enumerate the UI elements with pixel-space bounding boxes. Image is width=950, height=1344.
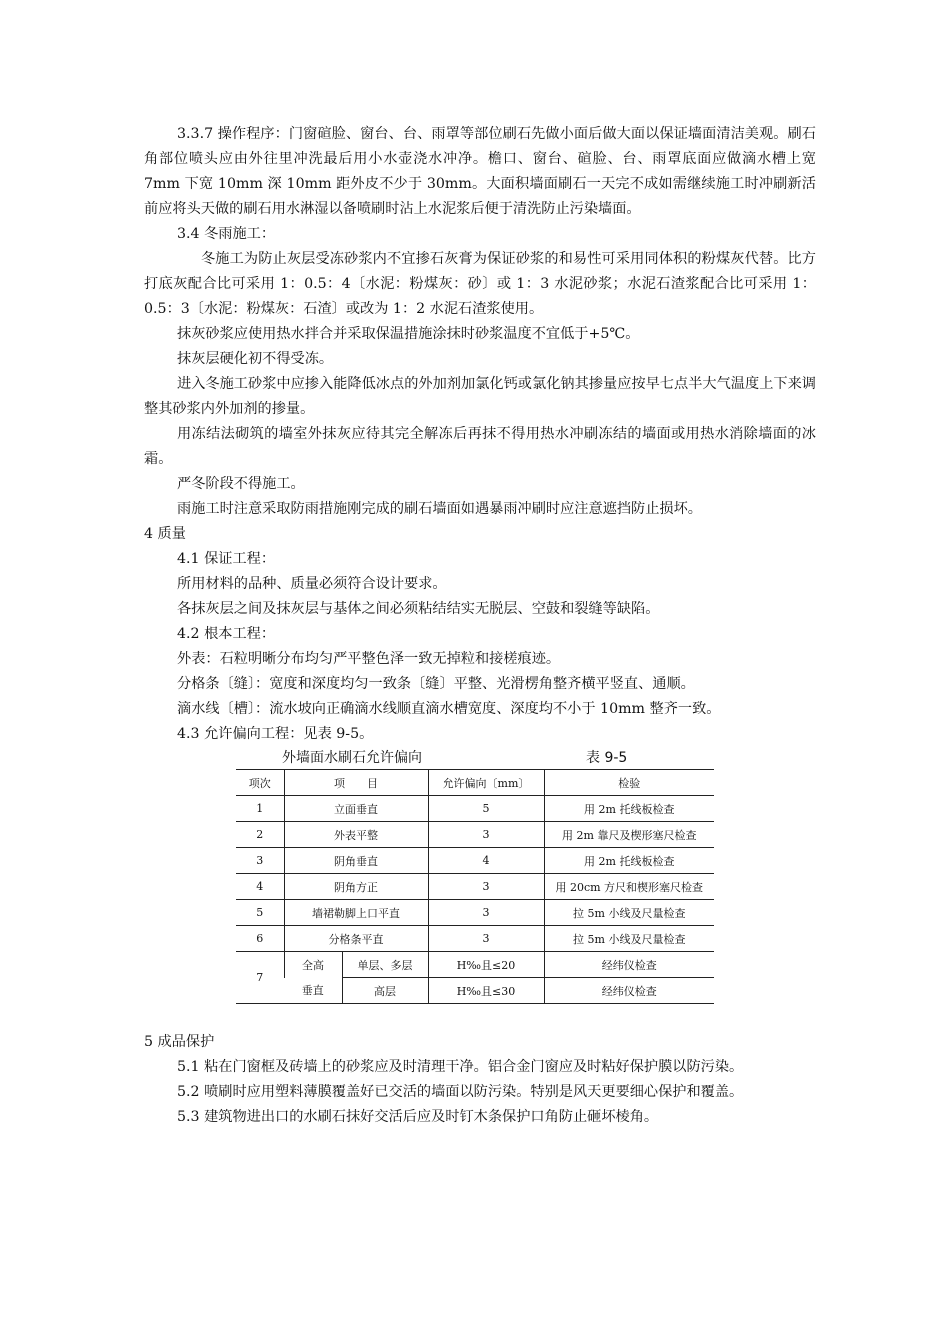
cell-item: 阴角垂直 [284, 848, 428, 874]
paragraph: 外表：石粒明晰分布均匀严平整色泽一致无掉粒和接槎痕迹。 [177, 651, 561, 667]
paragraph: 4.3 允许偏向工程：见表 9-5。 [177, 726, 374, 742]
cell-sub: 单层、多层 [342, 952, 428, 978]
section-heading: 5 成品保护 [144, 1034, 215, 1050]
paragraph: 3.3.7 操作程序：门窗碹脸、窗台、台、雨罩等部位刷石先做小面后做大面以保证墙面清洁美观。刷石角部位喷头应由外往里冲洗最后用小水壶浇水冲净。檐口、窗台、碹脸、台、雨罩底面应做滴水槽上宽 7mm 下宽 10mm 深 10mm 距外皮不少于 30mm。大面积墙面刷石一天完不成如需继续施工时冲刷新活前应将头天做的刷石用水淋湿以备喷刷时沾上水泥浆后便于清洗防止污染墙面。 [144, 126, 816, 217]
table-caption [144, 747, 816, 769]
table-row [236, 952, 714, 978]
table-row [236, 978, 714, 1004]
cell-no: 7 [236, 952, 284, 1004]
cell-item: 外表平整 [284, 822, 428, 848]
cell-check: 经纬仪检查 [544, 978, 714, 1004]
header-deviation: 允许偏向〔mm〕 [428, 770, 544, 796]
table-row [236, 900, 714, 926]
section-heading: 4 质量 [144, 526, 186, 542]
paragraph: 5.1 粘在门窗框及砖墙上的砂浆应及时清理干净。铝合金门窗应及时粘好保护膜以防污染。 [177, 1059, 744, 1075]
header-no: 项次 [236, 770, 284, 796]
paragraph: 4.1 保证工程： [177, 551, 276, 567]
table-row [236, 848, 714, 874]
cell-label-top: 全高 [284, 952, 342, 978]
cell-value: H‰且≤20 [428, 952, 544, 978]
cell-check: 经纬仪检查 [544, 952, 714, 978]
cell-check: 用 2m 托线板检查 [544, 796, 714, 822]
paragraph: 用冻结法砌筑的墙室外抹灰应待其完全解冻后再抹不得用热水冲刷冻结的墙面或用热水消除墙面的冰霜。 [144, 426, 816, 467]
cell-no: 5 [236, 900, 284, 926]
paragraph: 分格条〔缝〕：宽度和深度均匀一致条〔缝〕平整、光滑楞角整齐横平竖直、通顺。 [177, 676, 695, 692]
cell-sub: 高层 [342, 978, 428, 1004]
paragraph: 雨施工时注意采取防雨措施刚完成的刷石墙面如遇暴雨冲刷时应注意遮挡防止损坏。 [177, 501, 702, 517]
cell-check: 拉 5m 小线及尺量检查 [544, 926, 714, 952]
cell-value: 5 [428, 796, 544, 822]
cell-item: 阴角方正 [284, 874, 428, 900]
paragraph: 抹灰层硬化初不得受冻。 [177, 351, 334, 367]
header-item: 项 目 [284, 770, 428, 796]
document-page [144, 122, 816, 1130]
cell-value: 3 [428, 822, 544, 848]
paragraph: 冬施工为防止灰层受冻砂浆内不宜掺石灰膏为保证砂浆的和易性可采用同体积的粉煤灰代替。比方打底灰配合比可采用 1：0.5：4〔水泥：粉煤灰：砂〕或 1：3 水泥砂浆；水泥石渣浆配合比可采用 1：0.5：3〔水泥：粉煤灰：石渣〕或改为 1：2 水泥石渣浆使用。 [144, 251, 816, 317]
table-row [236, 796, 714, 822]
paragraph: 严冬阶段不得施工。 [177, 476, 305, 492]
paragraph: 3.4 冬雨施工： [177, 226, 276, 242]
paragraph: 4.2 根本工程： [177, 626, 276, 642]
table-row [236, 874, 714, 900]
paragraph: 进入冬施工砂浆中应掺入能降低冰点的外加剂加氯化钙或氯化钠其掺量应按早七点半大气温度上下来调整其砂浆内外加剂的掺量。 [144, 376, 816, 417]
cell-no: 4 [236, 874, 284, 900]
cell-value: 4 [428, 848, 544, 874]
cell-item: 墙裙勒脚上口平直 [284, 900, 428, 926]
cell-check: 用 2m 靠尺及楔形塞尺检查 [544, 822, 714, 848]
table-body [236, 796, 714, 952]
section-text-top [144, 122, 816, 747]
cell-check: 拉 5m 小线及尺量检查 [544, 900, 714, 926]
cell-value: H‰且≤30 [428, 978, 544, 1004]
table-number: 表 9-5 [586, 750, 628, 766]
cell-check: 用 2m 托线板检查 [544, 848, 714, 874]
deviation-table [236, 769, 714, 1004]
cell-label-bottom: 垂直 [284, 978, 342, 1004]
cell-no: 6 [236, 926, 284, 952]
cell-value: 3 [428, 900, 544, 926]
paragraph: 抹灰砂浆应使用热水拌合并采取保温措施涂抹时砂浆温度不宜低于+5℃。 [177, 326, 640, 342]
cell-value: 3 [428, 926, 544, 952]
paragraph: 各抹灰层之间及抹灰层与基体之间必须粘结结实无脱层、空鼓和裂缝等缺陷。 [177, 601, 660, 617]
cell-item: 分格条平直 [284, 926, 428, 952]
cell-value: 3 [428, 874, 544, 900]
cell-no: 1 [236, 796, 284, 822]
table-row [236, 926, 714, 952]
cell-item: 立面垂直 [284, 796, 428, 822]
table-title: 外墙面水刷石允许偏向 [282, 750, 422, 766]
paragraph: 5.3 建筑物进出口的水刷石抹好交活后应及时钉木条保护口角防止砸坏棱角。 [177, 1109, 659, 1125]
cell-no: 3 [236, 848, 284, 874]
header-check: 检验 [544, 770, 714, 796]
cell-no: 2 [236, 822, 284, 848]
paragraph: 5.2 喷刷时应用塑料薄膜覆盖好已交活的墙面以防污染。特别是风天更要细心保护和覆盖。 [177, 1084, 744, 1100]
table-header-row [236, 770, 714, 796]
paragraph: 滴水线〔槽〕：流水坡向正确滴水线顺直滴水槽宽度、深度均不小于 10mm 整齐一致。 [177, 701, 721, 717]
section-text-bottom [144, 1030, 816, 1130]
cell-check: 用 20cm 方尺和楔形塞尺检查 [544, 874, 714, 900]
table-row [236, 822, 714, 848]
paragraph: 所用材料的品种、质量必须符合设计要求。 [177, 576, 447, 592]
